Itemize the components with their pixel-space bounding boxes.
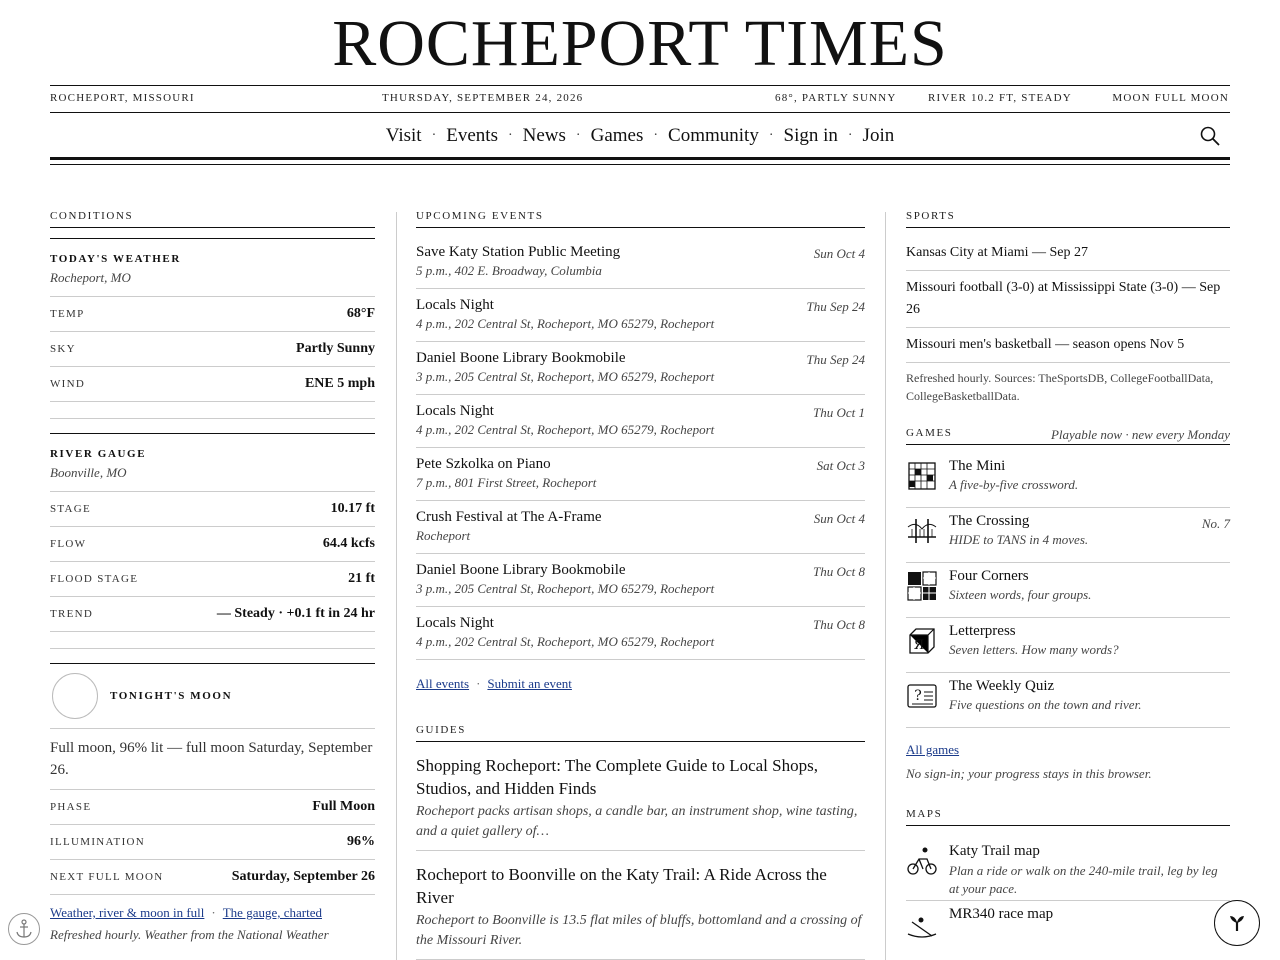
main-nav xyxy=(50,116,1230,156)
nav-events[interactable]: Events xyxy=(446,125,498,146)
event-item[interactable] xyxy=(416,501,865,554)
sprout-icon xyxy=(1215,901,1259,945)
moon-row-illumination xyxy=(50,825,375,860)
game-description: Sixteen words, four groups. xyxy=(949,587,1092,602)
game-name[interactable]: The Crossing xyxy=(949,513,1030,529)
weather-full-link[interactable]: Weather, river & moon in full xyxy=(50,905,205,920)
event-location: 3 p.m., 205 Central St, Rocheport, MO 65279, Rocheport xyxy=(416,581,715,596)
weather-heading: TODAY'S WEATHER xyxy=(50,253,181,265)
event-item[interactable] xyxy=(416,395,865,448)
data-label: STAGE xyxy=(50,503,92,515)
letter-block-icon xyxy=(906,625,938,657)
data-label: WIND xyxy=(50,378,86,390)
guide-title[interactable]: Shopping Rocheport: The Complete Guide to Local Shops, Studios, and Hidden Finds xyxy=(416,756,818,798)
data-value: ENE 5 mph xyxy=(304,376,375,391)
nav-double-rule xyxy=(50,157,1230,165)
weather-row-wind xyxy=(50,367,375,402)
moon-summary: MOON FULL MOON xyxy=(1112,92,1229,104)
guide-description: Rocheport to Boonville is 13.5 flat miles of bluffs, bottomland and a crossing of the Missouri River. xyxy=(416,913,862,948)
event-location: 4 p.m., 202 Central St, Rocheport, MO 65279, Rocheport xyxy=(416,634,715,649)
event-date: Sun Oct 4 xyxy=(813,246,865,261)
location-text: ROCHEPORT, MISSOURI xyxy=(50,92,195,104)
maps-kicker: MAPS xyxy=(906,808,1230,826)
all-events-link[interactable]: All events xyxy=(416,676,470,691)
data-label: PHASE xyxy=(50,801,92,813)
anchor-icon xyxy=(9,914,39,944)
info-bar-rule xyxy=(50,112,1230,113)
map-item[interactable] xyxy=(906,838,1230,901)
nav-visit[interactable]: Visit xyxy=(385,125,422,146)
event-location: 7 p.m., 801 First Street, Rocheport xyxy=(416,475,597,490)
game-item[interactable] xyxy=(906,508,1230,563)
sidebar-column xyxy=(906,210,1230,955)
event-title[interactable]: Daniel Boone Library Bookmobile xyxy=(416,562,626,578)
event-item[interactable] xyxy=(416,607,865,660)
map-description: Plan a ride or walk on the 240-mile trail, leg by leg at your pace. xyxy=(949,863,1218,896)
river-summary: RIVER 10.2 FT, STEADY xyxy=(928,92,1072,104)
game-issue-number: No. 7 xyxy=(1201,516,1230,531)
moon-box xyxy=(50,663,375,895)
site-title[interactable]: ROCHEPORT TIMES xyxy=(332,7,948,80)
data-value: 21 ft xyxy=(348,571,375,586)
event-item[interactable] xyxy=(416,342,865,395)
sports-item[interactable]: Kansas City at Miami — Sep 27 xyxy=(906,236,1230,271)
event-location: 4 p.m., 202 Central St, Rocheport, MO 65279, Rocheport xyxy=(416,422,715,437)
data-value: Full Moon xyxy=(312,799,375,814)
event-title[interactable]: Locals Night xyxy=(416,297,494,313)
event-date: Thu Sep 24 xyxy=(806,299,865,314)
cyclist-icon xyxy=(906,845,938,877)
event-date: Thu Oct 1 xyxy=(813,405,865,420)
events-column xyxy=(416,210,865,960)
data-value: 68°F xyxy=(346,306,375,321)
nav-separator: · xyxy=(768,128,774,143)
weather-place: Rocheport, MO xyxy=(50,270,375,297)
river-row-flood-stage xyxy=(50,562,375,597)
nav-news[interactable]: News xyxy=(522,125,566,146)
event-date: Thu Oct 8 xyxy=(813,617,865,632)
assistant-button[interactable] xyxy=(1214,900,1260,946)
game-description: HIDE to TANS in 4 moves. xyxy=(949,532,1089,547)
games-links xyxy=(906,742,1230,758)
data-label: NEXT FULL MOON xyxy=(50,871,164,883)
conditions-kicker: CONDITIONS xyxy=(50,210,375,228)
conditions-links xyxy=(50,905,375,921)
event-date: Thu Oct 8 xyxy=(813,564,865,579)
event-title[interactable]: Save Katy Station Public Meeting xyxy=(416,244,621,260)
date-text: THURSDAY, SEPTEMBER 24, 2026 xyxy=(382,92,584,104)
event-location: 3 p.m., 205 Central St, Rocheport, MO 65279, Rocheport xyxy=(416,369,715,384)
sports-item[interactable]: Missouri men's basketball — season opens Nov 5 xyxy=(906,328,1230,363)
data-label: FLOOD STAGE xyxy=(50,573,139,585)
games-note: No sign-in; your progress stays in this browser. xyxy=(906,766,1152,781)
river-row-trend xyxy=(50,597,375,632)
game-name[interactable]: The Mini xyxy=(949,458,1006,474)
svg-text:Я: Я xyxy=(913,638,925,653)
games-kicker xyxy=(906,427,1230,445)
svg-text:?: ? xyxy=(914,688,922,704)
masthead-rule xyxy=(50,85,1230,86)
event-item[interactable] xyxy=(416,236,865,289)
moon-heading: TONIGHT'S MOON xyxy=(110,690,233,702)
guide-description: Rocheport packs artisan shops, a candle bar, an instrument shop, wine tasting, and a quiet gallery of… xyxy=(416,804,858,839)
sports-item[interactable]: Missouri football (3-0) at Mississippi State (3-0) — Sep 26 xyxy=(906,271,1230,328)
data-value: 96% xyxy=(347,834,375,849)
data-value: Saturday, September 26 xyxy=(231,869,375,884)
event-location: 4 p.m., 202 Central St, Rocheport, MO 65279, Rocheport xyxy=(416,316,715,331)
moon-summary-text: Full moon, 96% lit — full moon Saturday, September 26. xyxy=(50,729,375,790)
events-kicker: UPCOMING EVENTS xyxy=(416,210,865,228)
column-divider xyxy=(885,212,886,960)
event-item[interactable] xyxy=(416,448,865,501)
gauge-chart-link[interactable]: The gauge, charted xyxy=(222,905,322,920)
nav-community[interactable]: Community xyxy=(668,125,759,146)
nav-separator: · xyxy=(847,128,853,143)
conditions-footnote: Refreshed hourly. Weather from the National Weather xyxy=(50,927,329,942)
nav-separator: · xyxy=(575,128,581,143)
weather-summary: 68°, PARTLY SUNNY xyxy=(775,92,897,104)
data-value: Partly Sunny xyxy=(296,341,375,356)
info-bar xyxy=(50,88,1230,110)
link-separator: · xyxy=(476,676,481,691)
map-name[interactable]: MR340 race map xyxy=(949,906,1054,922)
moon-header xyxy=(50,664,375,729)
game-description: Five questions on the town and river. xyxy=(949,697,1142,712)
games-kicker-label: GAMES xyxy=(906,427,953,439)
conditions-column xyxy=(50,210,375,943)
river-heading: RIVER GAUGE xyxy=(50,448,147,460)
event-date: Sat Oct 3 xyxy=(816,458,865,473)
nav-games[interactable]: Games xyxy=(590,125,644,146)
data-label: ILLUMINATION xyxy=(50,836,146,848)
games-kicker-note: Playable now · new every Monday xyxy=(1050,427,1230,442)
data-label: TEMP xyxy=(50,308,85,320)
divider xyxy=(50,402,375,419)
guide-title[interactable]: Rocheport to Boonville on the Katy Trail: A Ride Across the River xyxy=(416,865,827,907)
map-item[interactable] xyxy=(906,901,1230,955)
nav-separator: · xyxy=(653,128,659,143)
nav-separator: · xyxy=(431,128,437,143)
event-item[interactable] xyxy=(416,289,865,342)
sports-kicker: SPORTS xyxy=(906,210,1230,228)
all-games-link[interactable]: All games xyxy=(906,742,960,757)
submit-event-link[interactable]: Submit an event xyxy=(487,676,572,691)
event-date: Sun Oct 4 xyxy=(813,511,865,526)
data-label: FLOW xyxy=(50,538,87,550)
nav-separator: · xyxy=(507,128,513,143)
events-list xyxy=(416,236,865,660)
game-name[interactable]: Four Corners xyxy=(949,568,1029,584)
data-value: 64.4 kcfs xyxy=(322,536,375,551)
map-name[interactable]: Katy Trail map xyxy=(949,843,1040,859)
river-place: Boonville, MO xyxy=(50,465,375,492)
event-item[interactable] xyxy=(416,554,865,607)
moon-row-next-full xyxy=(50,860,375,895)
event-title[interactable]: Pete Szkolka on Piano xyxy=(416,456,551,472)
weather-box xyxy=(50,238,375,419)
guide-item[interactable] xyxy=(416,742,865,851)
sports-footnote: Refreshed hourly. Sources: TheSportsDB, CollegeFootballData, CollegeBasketballData. xyxy=(906,371,1214,403)
four-grid-icon xyxy=(906,570,938,602)
moon-row-phase xyxy=(50,790,375,825)
game-description: A five-by-five crossword. xyxy=(949,477,1079,492)
event-date: Thu Sep 24 xyxy=(806,352,865,367)
paddler-icon xyxy=(906,908,938,940)
crossword-grid-icon xyxy=(906,460,938,492)
game-item[interactable] xyxy=(906,618,1230,673)
game-item[interactable] xyxy=(906,453,1230,508)
event-title[interactable]: Locals Night xyxy=(416,403,494,419)
column-divider xyxy=(396,212,397,960)
anchor-button[interactable] xyxy=(8,913,40,945)
game-item[interactable] xyxy=(906,563,1230,618)
masthead xyxy=(0,0,1280,80)
event-location: Rocheport xyxy=(416,528,471,543)
quiz-card-icon xyxy=(906,680,938,712)
games-list xyxy=(906,453,1230,728)
nav-sign-in[interactable]: Sign in xyxy=(783,125,838,146)
moon-icon xyxy=(52,673,98,719)
guide-item[interactable] xyxy=(416,851,865,960)
river-row-stage xyxy=(50,492,375,527)
data-value: 10.17 ft xyxy=(330,501,375,516)
river-row-flow xyxy=(50,527,375,562)
game-name[interactable]: The Weekly Quiz xyxy=(949,678,1055,694)
events-links xyxy=(416,676,865,692)
game-name[interactable]: Letterpress xyxy=(949,623,1016,639)
divider xyxy=(50,632,375,649)
link-separator: · xyxy=(211,905,216,920)
river-box xyxy=(50,433,375,649)
game-item[interactable] xyxy=(906,673,1230,728)
nav-join[interactable]: Join xyxy=(862,125,895,146)
data-label: TREND xyxy=(50,608,94,620)
event-title[interactable]: Locals Night xyxy=(416,615,494,631)
game-description: Seven letters. How many words? xyxy=(949,642,1119,657)
event-location: 5 p.m., 402 E. Broadway, Columbia xyxy=(416,263,602,278)
event-title[interactable]: Daniel Boone Library Bookmobile xyxy=(416,350,626,366)
guides-kicker: GUIDES xyxy=(416,724,865,742)
event-title[interactable]: Crush Festival at The A-Frame xyxy=(416,509,602,525)
bridge-icon xyxy=(906,515,938,547)
data-label: SKY xyxy=(50,343,76,355)
weather-row-sky xyxy=(50,332,375,367)
data-value: — Steady · +0.1 ft in 24 hr xyxy=(216,606,375,621)
weather-row-temp xyxy=(50,297,375,332)
search-icon[interactable] xyxy=(1198,124,1222,148)
